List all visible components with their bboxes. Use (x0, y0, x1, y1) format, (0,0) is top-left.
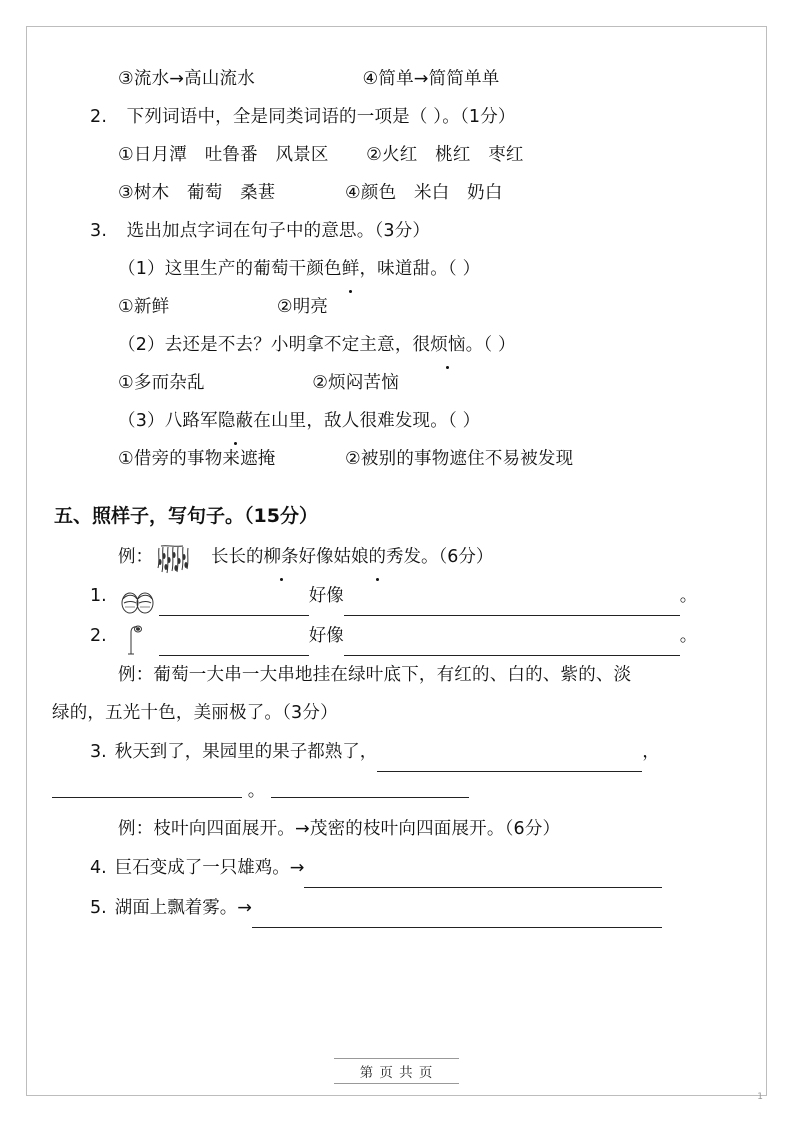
example-3-label: 例： (118, 819, 154, 839)
item-2-blank-1[interactable] (159, 638, 309, 656)
example-2-text-1: 葡萄一大串一大串地挂在绿叶底下，有红的、白的、紫的、淡 (153, 665, 632, 685)
q2-option-4: ④颜色 米白 奶白 (345, 183, 503, 203)
q2-options-row-1 (52, 136, 741, 174)
q2-stem: 下列词语中，全是同类词语的一项是（ ）。（1分） (126, 107, 516, 127)
item-1-tail: 。 (679, 586, 698, 606)
item-5-blank[interactable] (252, 910, 662, 928)
example-3-text: 枝叶向四面展开。→茂密的枝叶向四面展开。（6分） (153, 819, 561, 839)
example-1-mid: 好像 (298, 547, 334, 567)
q3-item-1-sentence (52, 250, 741, 288)
section5-item-5 (52, 888, 741, 928)
example-1-pre: 长长的 (211, 547, 264, 567)
q3-item-2-options (52, 364, 741, 402)
item-4-text: 巨石变成了一只雄鸡。→ (114, 858, 305, 878)
section5-example-3 (52, 810, 741, 848)
q3-item-2-opt2: ②烦闷苦恼 (312, 373, 399, 393)
q3-item-3-options (52, 440, 741, 478)
corner-page-mark: 1 (757, 1092, 763, 1102)
item-3-blank-2[interactable] (52, 780, 242, 798)
q3-stem: 选出加点字词在句子中的意思。（3分） (126, 221, 431, 241)
section5-item-1 (52, 576, 741, 616)
section5-item-2 (52, 616, 741, 656)
item-2-number: 2. (90, 626, 107, 646)
item-1-number: 1. (90, 586, 107, 606)
q3-item-3-post: 在山里，敌人很难发现。（ ） (253, 411, 481, 431)
page-footer (0, 1058, 793, 1084)
willow-branch-icon (153, 542, 211, 576)
q2-options-row-2 (52, 174, 741, 212)
q3-number: 3. (90, 221, 108, 241)
q2-number: 2. (90, 107, 108, 127)
q2-option-2: ②火红 桃红 枣红 (366, 145, 524, 165)
q3-stem-row (52, 212, 741, 250)
q2-option-1: ①日月潭 吐鲁番 风景区 (118, 145, 329, 165)
item-3-number: 3. (90, 742, 107, 762)
q3-item-1-pre: （1）这里生产的葡萄干颜色 (118, 259, 342, 279)
q3-item-1-opt1: ①新鲜 (118, 297, 170, 317)
item-1-blank-1[interactable] (159, 598, 309, 616)
q3-item-1-post: ，味道甜。（ ） (359, 259, 481, 279)
item-3-blank-3[interactable] (271, 780, 469, 798)
item-2-tail: 。 (679, 626, 698, 646)
q3-item-2-post: 。（ ） (465, 335, 516, 355)
q1-options-row (52, 60, 741, 98)
example-1-dotted-1: 柳条 (264, 538, 299, 576)
q1-option-4: ④简单→简简单单 (362, 69, 500, 89)
q3-item-1-options (52, 288, 741, 326)
q3-item-3-sentence (52, 402, 741, 440)
example-1-label: 例： (118, 547, 153, 567)
example-1-post: 。（6分） (421, 547, 494, 567)
page-footer-text: 第 页 共 页 (334, 1058, 460, 1084)
item-1-mid-word: 好像 (308, 586, 344, 606)
item-3-text: 秋天到了，果园里的果子都熟了， (114, 742, 378, 762)
section5-example-1 (52, 538, 741, 576)
q3-item-2-dotted: 烦恼 (430, 326, 465, 364)
q3-item-3-opt2: ②被别的事物遮住不易被发现 (345, 449, 574, 469)
q3-item-3-dotted: 隐蔽 (218, 402, 253, 440)
item-3-blank-1[interactable] (377, 754, 642, 772)
item-5-number: 5. (90, 898, 107, 918)
street-lamp-icon (117, 622, 159, 656)
example-1-dotted-2: 姑娘的秀发 (334, 538, 422, 576)
section5-example-2-line-1 (52, 656, 741, 694)
q3-item-3-opt1: ①借旁的事物来遮掩 (118, 449, 276, 469)
item-5-text: 湖面上飘着雾。→ (114, 898, 252, 918)
item-4-number: 4. (90, 858, 107, 878)
example-2-text-2: 绿的，五光十色，美丽极了。（3分） (52, 703, 338, 723)
item-2-blank-2[interactable] (344, 638, 680, 656)
item-1-blank-2[interactable] (344, 598, 680, 616)
q3-item-2-sentence (52, 326, 741, 364)
section5-item-3 (52, 732, 741, 772)
q3-item-2-opt1: ①多而杂乱 (118, 373, 205, 393)
q3-item-1-dotted: 鲜 (342, 250, 360, 288)
item-2-mid-word: 好像 (308, 626, 344, 646)
section5-example-2-line-2 (52, 694, 741, 732)
example-2-label: 例： (118, 665, 154, 685)
section-5-title: 五、照样子，写句子。（15分） (54, 505, 318, 527)
q2-stem-row (52, 98, 741, 136)
slippers-icon (117, 586, 159, 616)
item-3-tail-2: 。 (247, 781, 266, 801)
q2-option-3: ③树木 葡萄 桑葚 (118, 183, 276, 203)
item-3-tail-1: ， (642, 742, 660, 762)
q3-item-2-pre: （2）去还是不去？小明拿不定主意，很 (118, 335, 431, 355)
section5-item-3-line-2 (52, 772, 741, 810)
item-4-blank[interactable] (304, 870, 662, 888)
section5-item-4 (52, 848, 741, 888)
q3-item-1-opt2: ②明亮 (276, 297, 329, 317)
q3-item-3-pre: （3）八路军 (118, 411, 218, 431)
q1-option-3: ③流水→高山流水 (118, 69, 255, 89)
